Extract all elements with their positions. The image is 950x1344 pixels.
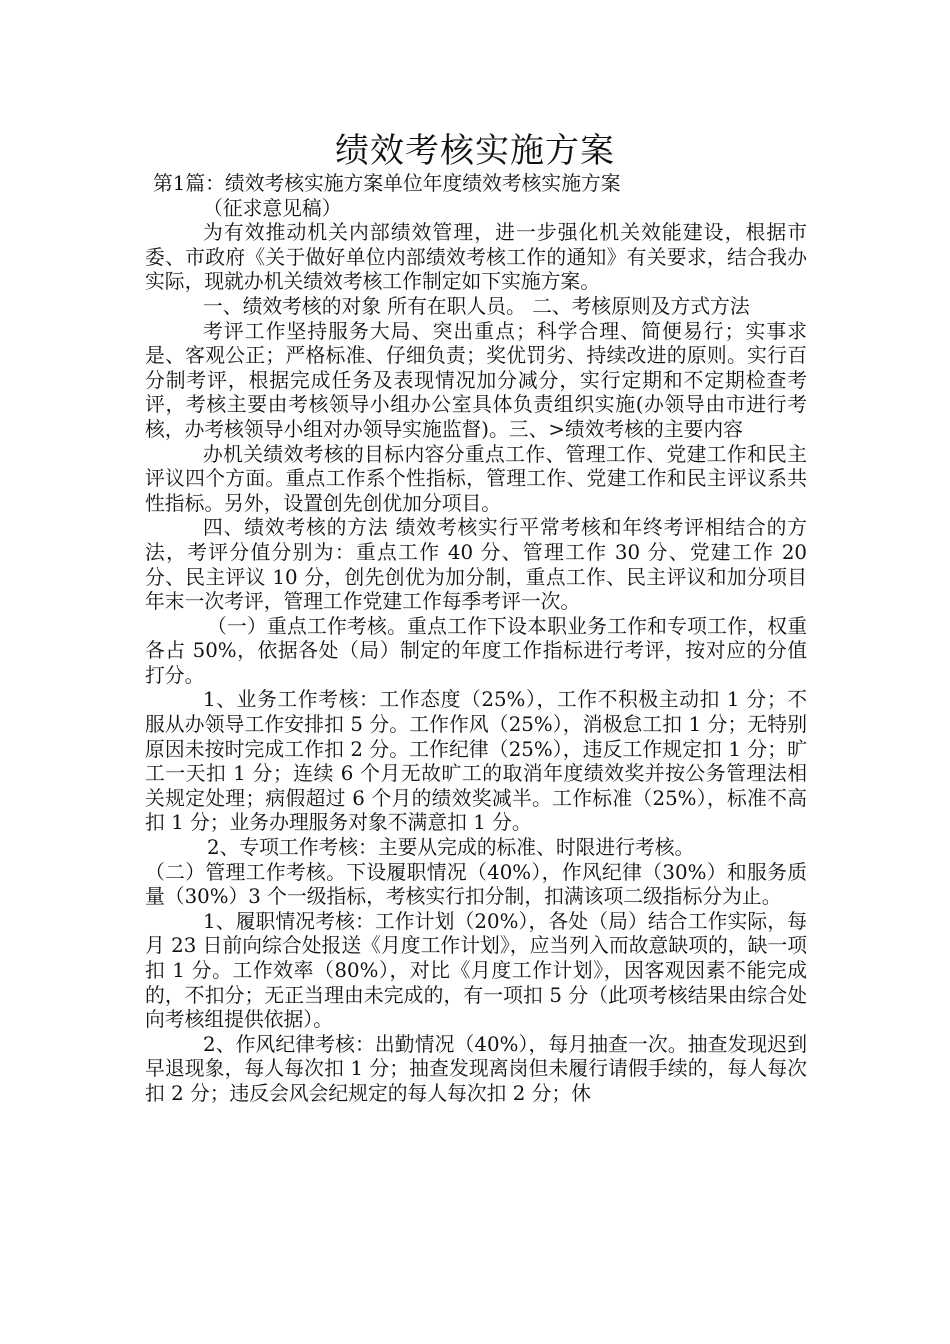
paragraph-assessment-target: 一、绩效考核的对象 所有在职人员。 二、考核原则及方式方法 (203, 294, 750, 318)
paragraph-special-work: 2、专项工作考核：主要从完成的标准、时限进行考核。 (207, 836, 695, 860)
draft-note: （征求意见稿） (203, 196, 342, 220)
document-title: 绩效考核实施方案 (335, 131, 615, 171)
paragraph-intro: 为有效推动机关内部绩效管理，进一步强化机关效能建设，根据市委、市政府《关于做好单位内部绩效考核工作的通知》有关要求，结合我办实际，现就办机关绩效考核工作制定如下实施方案。 (145, 221, 807, 294)
paragraph-principles: 考评工作坚持服务大局、突出重点；科学合理、简便易行；实事求是、客观公正；严格标准、仔细负责；奖优罚劣、持续改进的原则。实行百分制考评，根据完成任务及表现情况加分减分，实行定期和不定期检查考评，考核主要由考核领导小组办公室具体负责组织实施(办领导由市进行考核，办考核领导小组对办领导实施监督)。三、>绩效考核的主要内容 (145, 319, 807, 441)
paragraph-discipline: 2、作风纪律考核：出勤情况（40%），每月抽查一次。抽查发现迟到早退现象，每人每次扣 1 分；抽查发现离岗但未履行请假手续的，每人每次扣 2 分；违反会风会纪规定的每人每次扣 2 分；休 (145, 1032, 807, 1105)
document-body (145, 172, 807, 1107)
paragraph-duty-performance: 1、履职情况考核：工作计划（20%），各处（局）结合工作实际，每月 23 日前向综合处报送《月度工作计划》，应当列入而故意缺项的，缺一项扣 1 分。工作效率（80%），对比《月度工作计划》，因客观因素不能完成的，不扣分；无正当理由未完成的，有一项扣 5 分（此项考核结果由综合处向考核组提供依据）。 (145, 909, 807, 1032)
paragraph-content: 办机关绩效考核的目标内容分重点工作、管理工作、党建工作和民主评议四个方面。重点工作系个性指标，管理工作、党建工作和民主评议系共性指标。另外，设置创先创优加分项目。 (145, 442, 807, 515)
paragraph-management-work: （二）管理工作考核。下设履职情况（40%），作风纪律（30%）和服务质量（30%）3 个一级指标，考核实行扣分制，扣满该项二级指标分为止。 (145, 860, 807, 909)
paragraph-business-work: 1、业务工作考核：工作态度（25%），工作不积极主动扣 1 分；不服从办领导工作安排扣 5 分。工作作风（25%），消极怠工扣 1 分；无特别原因未按时完成工作扣 2 分。工作纪律（25%），违反工作规定扣 1 分；旷工一天扣 1 分；连续 6 个月无故旷工的取消年度绩效奖并按公务管理法相关规定处理；病假超过 6 个月的绩效奖减半。工作标准（25%），标准不高扣 1 分；业务办理服务对象不满意扣 1 分。 (145, 688, 807, 835)
document-subtitle: 第1篇：绩效考核实施方案单位年度绩效考核实施方案 (153, 172, 621, 195)
paragraph-methods: 四、绩效考核的方法 绩效考核实行平常考核和年终考评相结合的方法，考评分值分别为：重点工作 40 分、管理工作 30 分、党建工作 20 分、民主评议 10 分，创先创优为加分制，重点工作、民主评议和加分项目年末一次考评，管理工作党建工作每季考评一次。 (145, 516, 807, 614)
paragraph-key-work: （一）重点工作考核。重点工作下设本职业务工作和专项工作，权重各占 50%，依据各处（局）制定的年度工作指标进行考评，按对应的分值打分。 (145, 614, 807, 687)
